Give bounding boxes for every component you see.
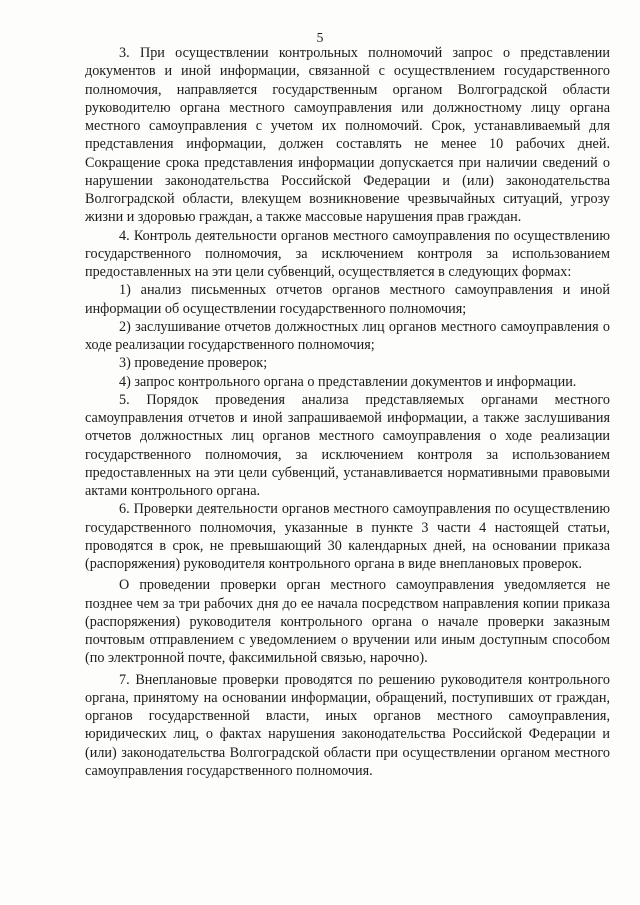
- paragraph-6: 6. Проверки деятельности органов местного самоуправления по осуществлению государственного полномочия, указанные в пункте 3 части 4 настоящей статьи, проводятся в срок, не превышающий 30 календарных дней, на основании приказа (распоряжения) руководителя контрольного органа в виде внеплановых проверок.: [85, 501, 610, 572]
- list-item-3: 3) проведение проверок;: [119, 355, 268, 372]
- list-item-4: 4) запрос контрольного органа о представлении документов и информации.: [119, 373, 577, 390]
- page-number: 5: [316, 30, 324, 45]
- list-item-1: 1) анализ письменных отчетов органов местного самоуправления и иной информации об осуществлении государственного полномочия;: [85, 282, 610, 317]
- paragraph-5: 5. Порядок проведения анализа представляемых органами местного самоуправления отчетов и иной запрашиваемой информации, а также заслушивания отчетов должностных лиц органов местного самоуправления о ходе реализации государственного полномочия, за исключением контроля за использованием предоставленных на эти цели субвенций, устанавливается нормативными правовыми актами контрольного органа.: [85, 391, 610, 499]
- paragraph-7: 7. Внеплановые проверки проводятся по решению руководителя контрольного органа, принятому на основании информации, обращений, поступивших от граждан, органов государственной власти, иных органов местного самоуправления, юридических лиц, о фактах нарушения законодательства Российской Федерации и (или) законодательства Волгоградской области при осуществлении органом местного самоуправления государственного полномочия.: [85, 671, 610, 779]
- list-item-2: 2) заслушивание отчетов должностных лиц органов местного самоуправления о ходе реализации государственного полномочия;: [85, 318, 610, 353]
- paragraph-3: 3. При осуществлении контрольных полномочий запрос о представлении документов и иной информации, связанной с осуществлением государственного полномочия, направляется государственным органом Волгоградской области руководителю органа местного самоуправления или должностному лицу органа местного самоуправления с учетом их полномочий. Срок, устанавливаемый для представления информации, должен составлять не менее 10 рабочих дней. Сокращение срока представления информации допускается при наличии сведений о нарушении законодательства Российской Федерации и (или) законодательства Волгоградской области, влекущем возникновение чрезвычайных ситуаций, угрозу жизни и здоровью граждан, а также массовые нарушения прав граждан.: [85, 45, 610, 226]
- body-text: [85, 44, 610, 780]
- paragraph-4: 4. Контроль деятельности органов местного самоуправления по осуществлению государственного полномочия, за исключением контроля за использованием предоставленных на эти цели субвенций, осуществляется в следующих формах:: [85, 227, 610, 280]
- paragraph-6-notice: О проведении проверки орган местного самоуправления уведомляется не позднее чем за три рабочих дня до ее начала посредством направления копии приказа (распоряжения) руководителя контрольного органа о начале проверки заказным почтовым отправлением с уведомлением о вручении или иным доступным способом (по электронной почте, факсимильной связью, нарочно).: [85, 577, 610, 667]
